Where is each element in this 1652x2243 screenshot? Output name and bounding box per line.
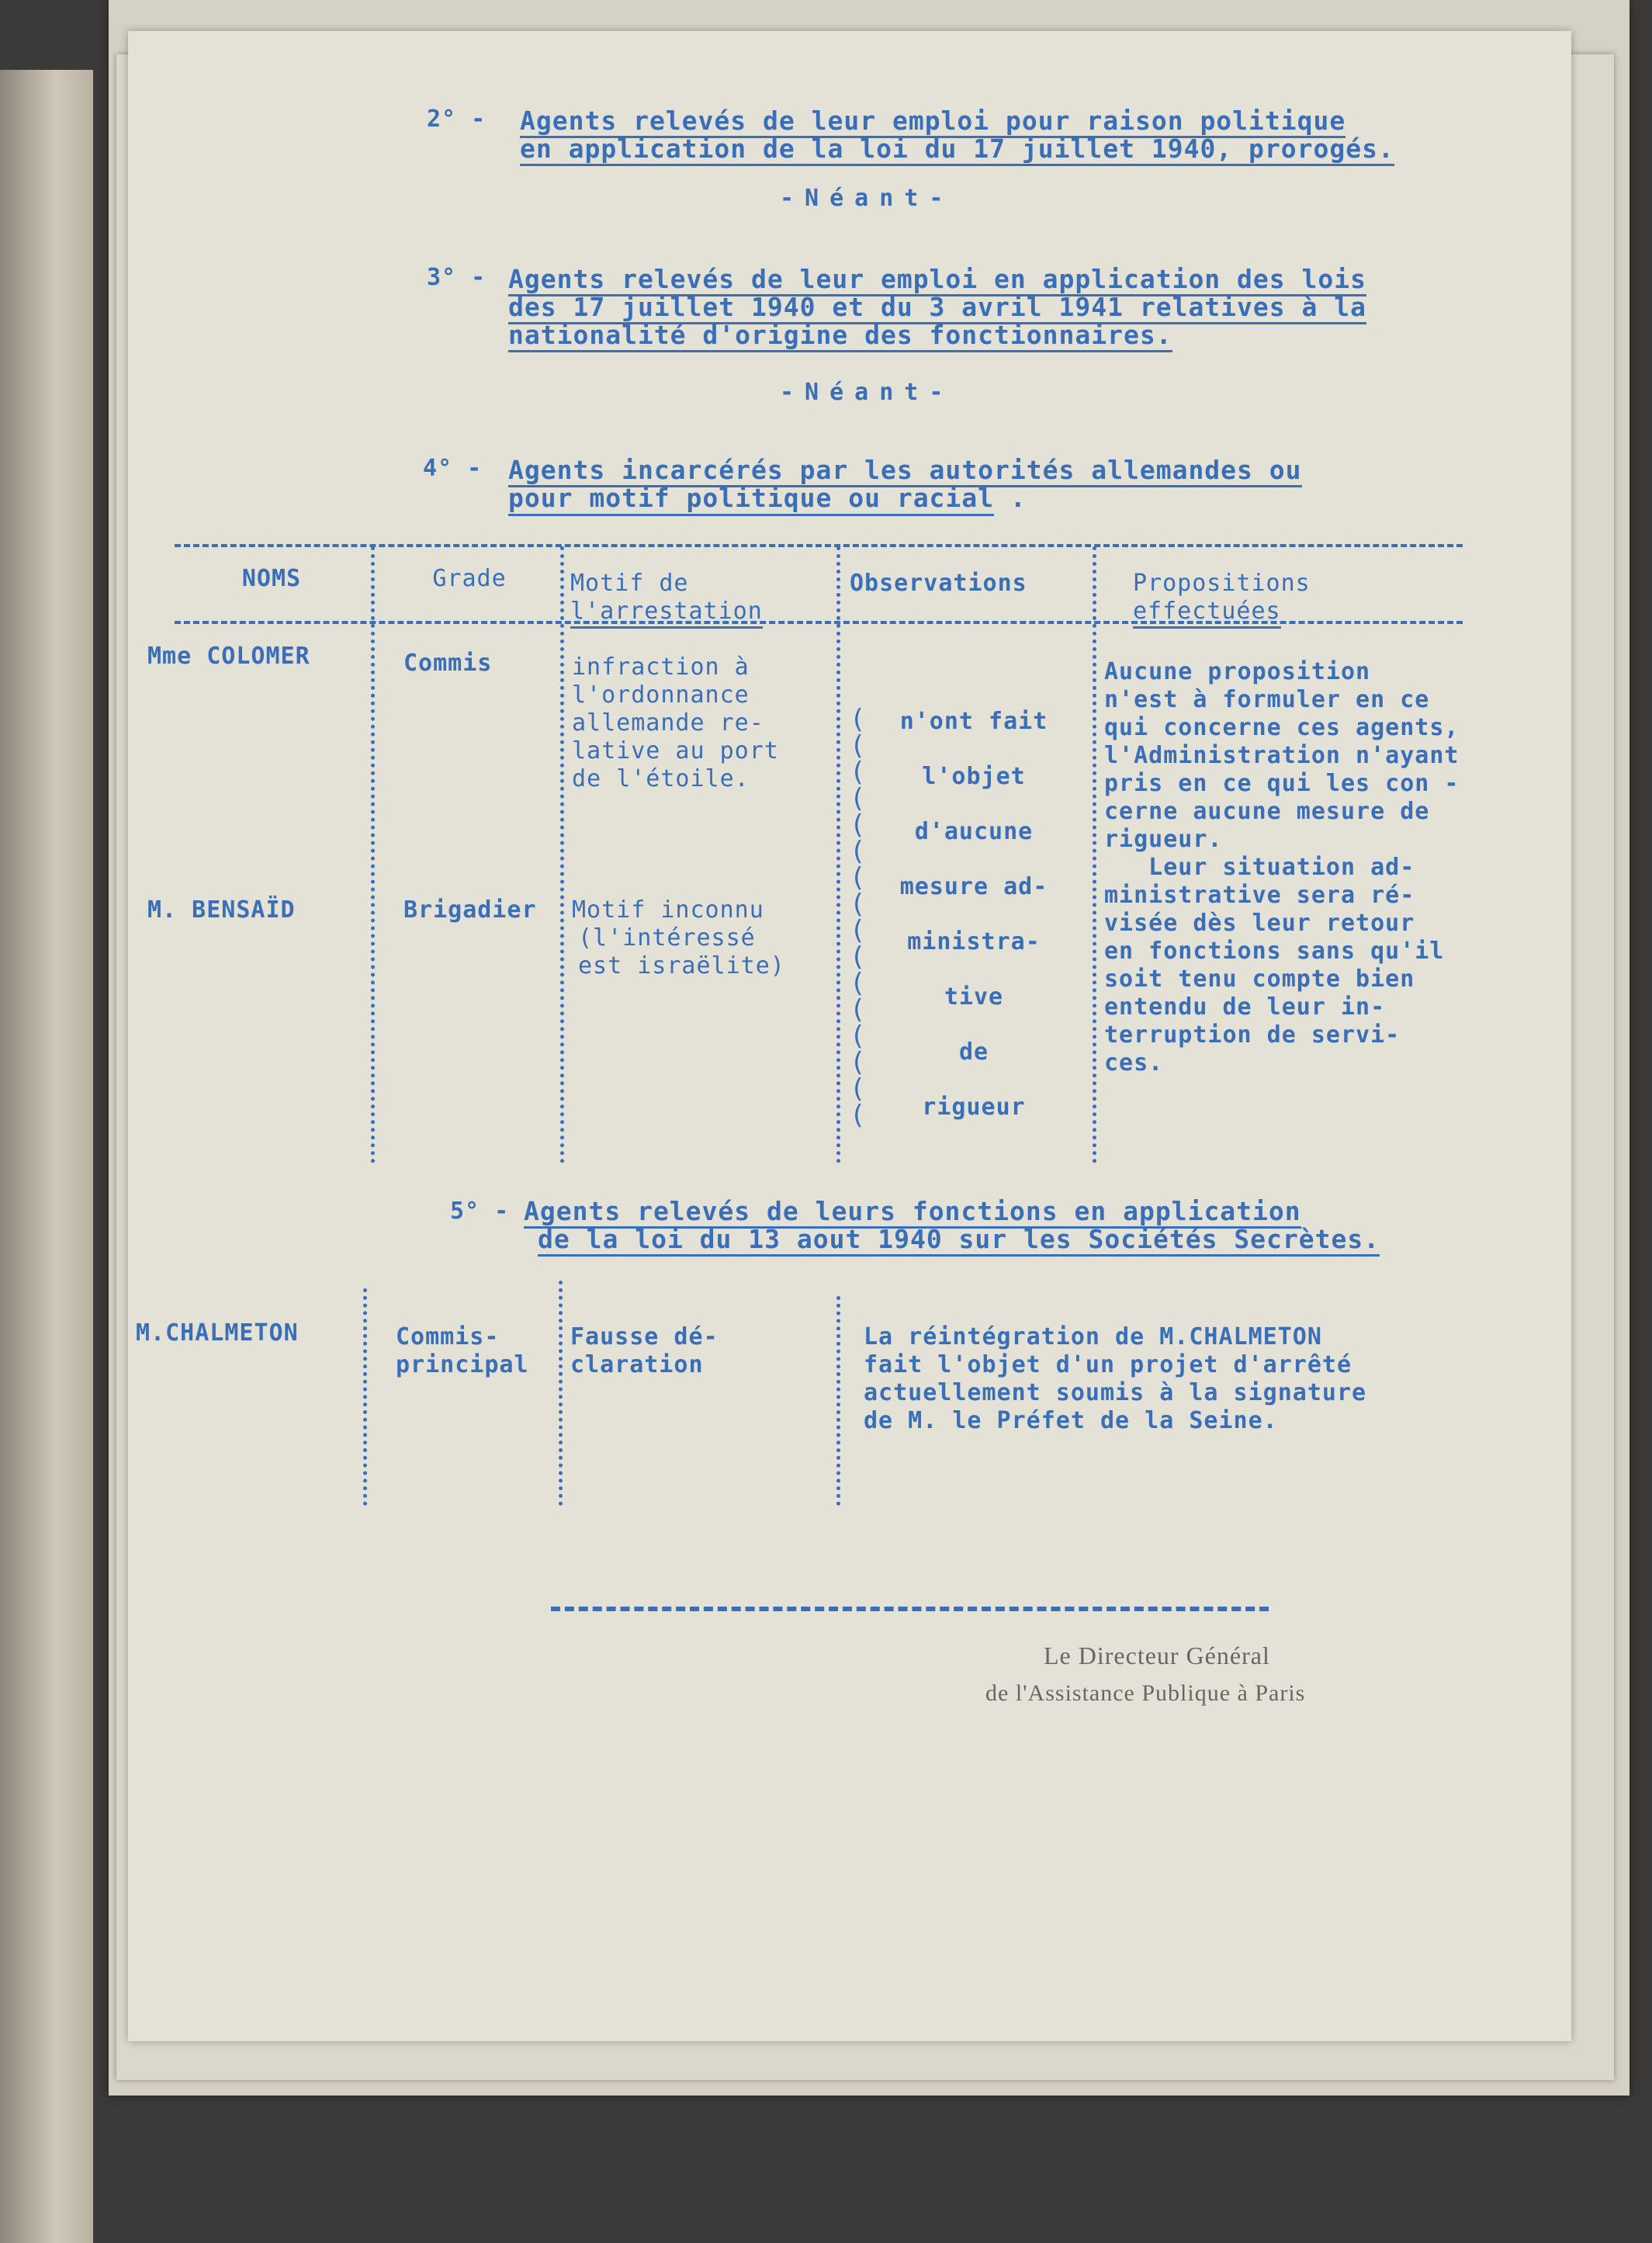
section-4-number: 4° - <box>423 455 483 482</box>
t5-motif-2: claration <box>570 1351 704 1378</box>
row-2-motif-2: (l'intéressé <box>578 924 756 952</box>
row-1-motif-3: allemande re- <box>572 709 764 737</box>
header-observations: Observations <box>850 570 1027 597</box>
row-2-grade: Brigadier <box>403 896 537 924</box>
row-2-motif-3: est israëlite) <box>578 952 785 979</box>
column-separator-1 <box>371 546 375 1163</box>
header-grade: Grade <box>432 565 507 592</box>
observation-2: l'objet <box>922 763 1026 790</box>
section-2-result: -Néant- <box>780 185 954 212</box>
row-2-nom: M. BENSAÏD <box>147 896 296 924</box>
signature-line-2: de l'Assistance Publique à Paris <box>985 1680 1306 1706</box>
proposition-line-13: entendu de leur in- <box>1104 993 1386 1021</box>
row-1-grade: Commis <box>403 650 493 677</box>
proposition-line-5: pris en ce qui les con - <box>1104 770 1460 797</box>
header-motif-1: Motif de <box>570 570 689 597</box>
column-separator-4 <box>1093 546 1096 1163</box>
section-5-number: 5° - <box>450 1198 510 1225</box>
t5-separator-1 <box>363 1288 367 1506</box>
section-3-line2: des 17 juillet 1940 et du 3 avril 1941 relatives à la <box>508 293 1366 324</box>
section-5-line1: Agents relevés de leurs fonctions en application <box>524 1198 1301 1229</box>
observation-3: d'aucune <box>914 818 1034 845</box>
t5-motif-1: Fausse dé- <box>570 1323 719 1350</box>
proposition-line-11: en fonctions sans qu'il <box>1104 938 1445 965</box>
proposition-line-12: soit tenu compte bien <box>1104 965 1415 993</box>
t5-separator-3 <box>836 1296 840 1506</box>
proposition-line-6: cerne aucune mesure de <box>1104 798 1430 825</box>
observation-1: n'ont fait <box>899 708 1048 735</box>
observation-4: mesure ad- <box>899 873 1048 900</box>
section-2-line1: Agents relevés de leur emploi pour raison politique <box>520 107 1345 138</box>
section-5-line2: de la loi du 13 aout 1940 sur les Sociétés Secrètes. <box>538 1226 1380 1257</box>
header-noms: NOMS <box>241 565 302 592</box>
closing-rule <box>551 1607 1269 1611</box>
t5-observation-1: La réintégration de M.CHALMETON <box>864 1323 1322 1350</box>
section-2-number: 2° - <box>427 106 487 133</box>
section-3-result: -Néant- <box>780 379 954 406</box>
observation-5: ministra- <box>907 928 1041 955</box>
header-propositions-1: Propositions <box>1133 570 1311 597</box>
row-1-motif-4: lative au port <box>572 737 779 764</box>
section-3-line1: Agents relevés de leur emploi en application des lois <box>508 265 1366 296</box>
section-3-number: 3° - <box>427 264 487 291</box>
row-2-motif-1: Motif inconnu <box>572 896 764 924</box>
row-1-motif-1: infraction à <box>572 653 750 681</box>
proposition-line-3: qui concerne ces agents, <box>1104 714 1460 741</box>
t5-observation-4: de M. le Préfet de la Seine. <box>864 1407 1278 1434</box>
observations-brace: ( ( ( ( ( ( ( ( ( ( ( ( ( ( ( ( <box>850 704 866 1131</box>
section-4-line2: pour motif politique ou racial . <box>508 484 1027 512</box>
observation-8: rigueur <box>922 1094 1026 1121</box>
proposition-line-1: Aucune proposition <box>1104 658 1371 685</box>
t5-separator-2 <box>559 1281 563 1506</box>
row-1-nom: Mme COLOMER <box>147 643 310 670</box>
proposition-line-4: l'Administration n'ayant <box>1104 742 1460 769</box>
observation-7: de <box>958 1038 989 1066</box>
proposition-line-9: ministrative sera ré- <box>1104 882 1415 909</box>
header-motif-2: l'arrestation <box>570 598 763 629</box>
document-page <box>128 31 1571 2041</box>
t5-grade-1: Commis- <box>396 1323 500 1350</box>
proposition-line-2: n'est à formuler en ce <box>1104 686 1430 713</box>
section-4-line2-text: pour motif politique ou racial <box>508 483 994 516</box>
column-separator-2 <box>560 546 564 1163</box>
t5-grade-2: principal <box>396 1351 529 1378</box>
proposition-line-15: ces. <box>1104 1049 1164 1076</box>
t5-observation-2: fait l'objet d'un projet d'arrêté <box>864 1351 1352 1378</box>
proposition-line-14: terruption de servi- <box>1104 1021 1401 1049</box>
header-propositions-2: effectuées <box>1133 598 1281 629</box>
column-separator-3 <box>836 546 840 1163</box>
left-binder-page <box>0 70 93 2243</box>
proposition-line-7: rigueur. <box>1104 826 1223 853</box>
proposition-line-8: Leur situation ad- <box>1104 854 1415 881</box>
t5-nom: M.CHALMETON <box>136 1319 299 1347</box>
signature-line-1: Le Directeur Général <box>1044 1642 1270 1669</box>
t5-observation-3: actuellement soumis à la signature <box>864 1379 1367 1406</box>
table-top-rule <box>175 544 1463 547</box>
row-1-motif-5: de l'étoile. <box>572 765 750 792</box>
section-2-line2: en application de la loi du 17 juillet 1940, prorogés. <box>520 135 1394 166</box>
row-1-motif-2: l'ordonnance <box>572 681 750 709</box>
section-4-line1: Agents incarcérés par les autorités allemandes ou <box>508 456 1302 487</box>
proposition-line-10: visée dès leur retour <box>1104 910 1415 937</box>
section-3-line3: nationalité d'origine des fonctionnaires. <box>508 321 1172 352</box>
observation-6: tive <box>944 983 1004 1011</box>
